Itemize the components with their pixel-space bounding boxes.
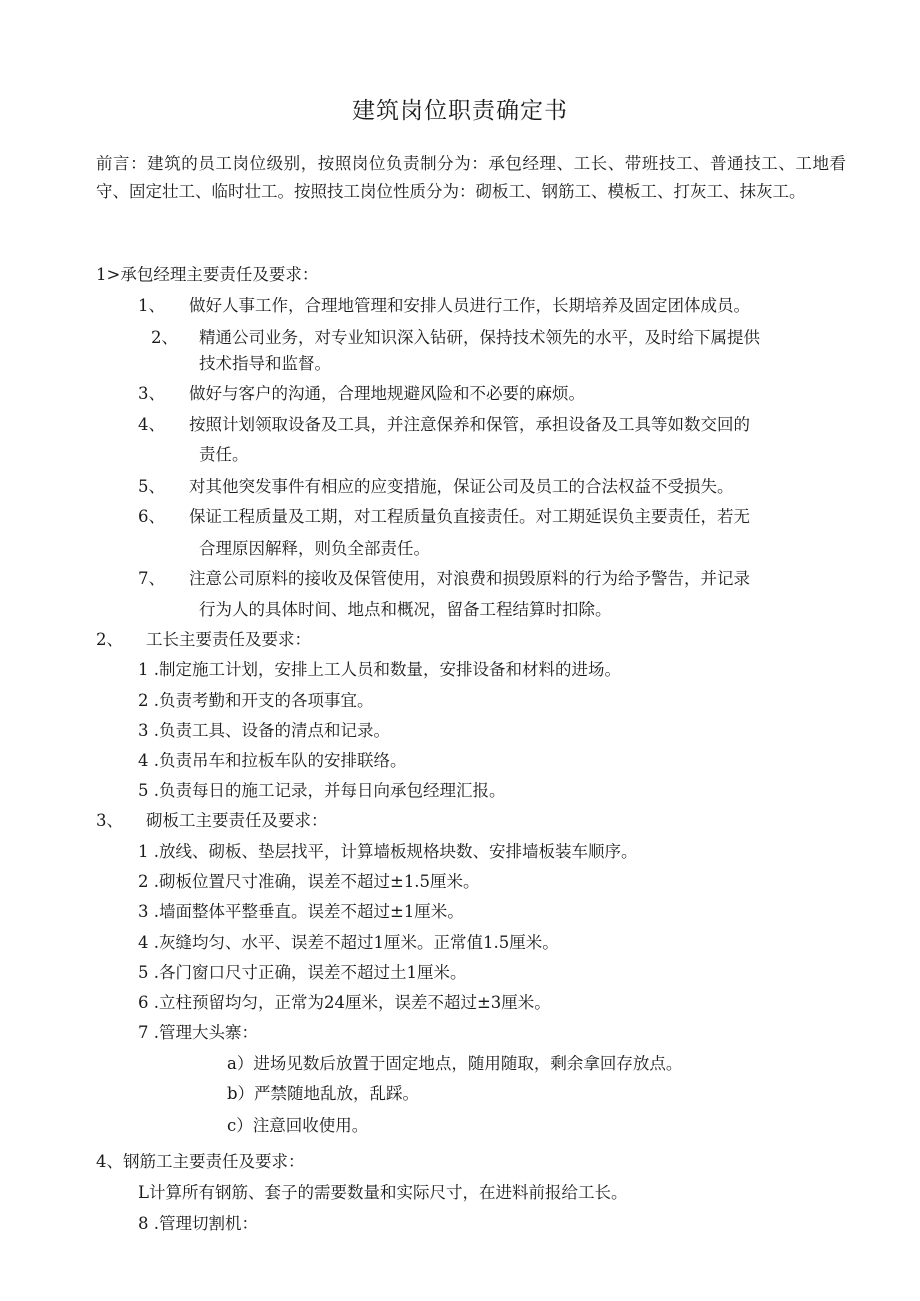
item-number: 7、 <box>138 569 165 588</box>
section-1-heading: 1>承包经理主要责任及要求： <box>96 265 319 284</box>
section-number: 2、 <box>96 630 123 649</box>
sub-list-item: a）进场见数后放置于固定地点，随用随取，剩余拿回存放点。 <box>227 1054 683 1073</box>
list-item: 对其他突发事件有相应的应变措施，保证公司及员工的合法权益不受损失。 <box>189 477 734 496</box>
list-item: 5 .负责每日的施工记录，并每日向承包经理汇报。 <box>138 781 506 800</box>
list-item: 4 .灰缝均匀、水平、误差不超过1厘米。正常值1.5厘米。 <box>138 933 559 952</box>
sub-list-item: b）严禁随地乱放，乱踩。 <box>227 1084 420 1103</box>
item-number: 3、 <box>138 384 165 403</box>
list-item: 3 .负责工具、设备的清点和记录。 <box>138 721 390 740</box>
list-item-continuation: 责任。 <box>199 445 249 464</box>
item-number: 5、 <box>138 477 165 496</box>
list-item: 2 .砌板位置尺寸准确，误差不超过±1.5厘米。 <box>138 872 480 891</box>
list-item: 4 .负责吊车和拉板车队的安排联络。 <box>138 751 407 770</box>
list-item: 按照计划领取设备及工具，并注意保养和保管，承担设备及工具等如数交回的 <box>189 415 750 434</box>
list-item: 做好人事工作，合理地管理和安排人员进行工作，长期培养及固定团体成员。 <box>189 296 750 315</box>
item-number: 1、 <box>138 296 165 315</box>
section-number: 3、 <box>96 811 123 830</box>
list-item: 8 .管理切割机： <box>138 1214 258 1233</box>
item-number: 2、 <box>151 328 178 347</box>
section-3-heading: 砌板工主要责任及要求： <box>146 811 328 830</box>
list-item: 6 .立柱预留均匀，正常为24厘米，误差不超过±3厘米。 <box>138 993 551 1012</box>
list-item: 注意公司原料的接收及保管使用，对浪费和损毁原料的行为给予警告，并记录 <box>189 569 750 588</box>
intro-paragraph: 前言：建筑的员工岗位级别，按照岗位负责制分为：承包经理、工长、带班技工、普通技工、工地看守、固定壮工、临时壮工。按照技工岗位性质分为：砌板工、钢筋工、模板工、打灰工、抹灰工。 <box>96 154 846 201</box>
section-2-heading: 工长主要责任及要求： <box>146 630 311 649</box>
list-item: 7 .管理大头寨： <box>138 1023 258 1042</box>
list-item-continuation: 行为人的具体时间、地点和概况，留备工程结算时扣除。 <box>199 600 612 619</box>
list-item-continuation: 合理原因解释，则负全部责任。 <box>199 539 430 558</box>
section-4-heading: 4、钢筋工主要责任及要求： <box>96 1152 305 1171</box>
list-item: 2 .负责考勤和开支的各项事宜。 <box>138 691 374 710</box>
item-number: 4、 <box>138 415 165 434</box>
sub-list-item: c）注意回收使用。 <box>227 1116 369 1135</box>
list-item: 1 .放线、砌板、垫层找平，计算墙板规格块数、安排墙板装车顺序。 <box>138 842 638 861</box>
list-item: 精通公司业务，对专业知识深入钻研，保持技术领先的水平，及时给下属提供 <box>199 328 760 347</box>
list-item: 做好与客户的沟通，合理地规避风险和不必要的麻烦。 <box>189 384 585 403</box>
list-item: 保证工程质量及工期，对工程质量负直接责任。对工期延误负主要责任，若无 <box>189 507 750 526</box>
list-item: 5 .各门窗口尺寸正确，误差不超过土1厘米。 <box>138 963 467 982</box>
list-item: 3 .墙面整体平整垂直。误差不超过±1厘米。 <box>138 902 464 921</box>
item-number: 6、 <box>138 507 165 526</box>
list-item: 1 .制定施工计划，安排上工人员和数量，安排设备和材料的进场。 <box>138 660 621 679</box>
list-item-continuation: 技术指导和监督。 <box>199 354 331 373</box>
document-title: 建筑岗位职责确定书 <box>352 98 568 124</box>
list-item: L计算所有钢筋、套子的需要数量和实际尺寸，在进料前报给工长。 <box>138 1183 628 1202</box>
